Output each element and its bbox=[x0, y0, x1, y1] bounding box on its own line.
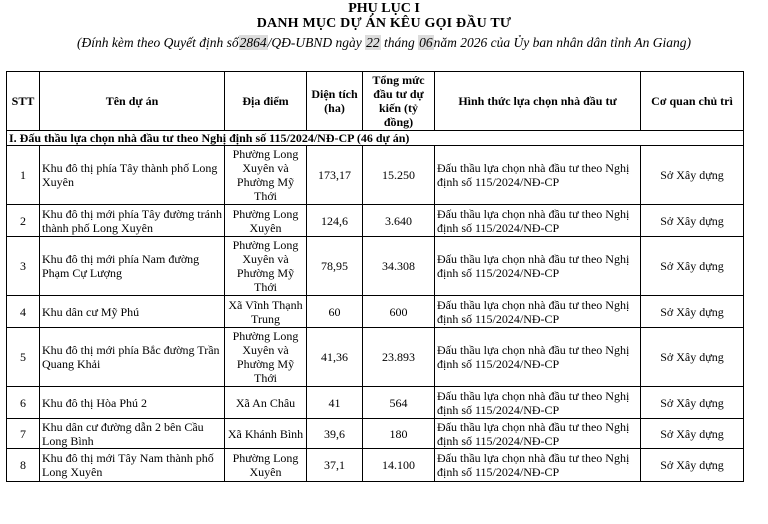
table-row bbox=[7, 146, 744, 205]
row-agency: Sở Xây dựng bbox=[641, 387, 744, 419]
row-area: 41,36 bbox=[307, 328, 363, 387]
table-row bbox=[7, 237, 744, 296]
row-method: Đấu thầu lựa chọn nhà đầu tư theo Nghị định số 115/2024/NĐ-CP bbox=[435, 387, 641, 419]
table-row bbox=[7, 328, 744, 387]
col-area: Diện tích (ha) bbox=[307, 72, 363, 131]
row-agency: Sở Xây dựng bbox=[641, 449, 744, 482]
row-method: Đấu thầu lựa chọn nhà đầu tư theo Nghị định số 115/2024/NĐ-CP bbox=[435, 419, 641, 449]
table-row bbox=[7, 419, 744, 449]
row-project-name: Khu đô thị mới Tây Nam thành phố Long Xuyên bbox=[40, 449, 225, 482]
row-project-name: Khu đô thị Hòa Phú 2 bbox=[40, 387, 225, 419]
col-stt: STT bbox=[7, 72, 40, 131]
subtitle-part-1: (Đính kèm theo Quyết định số bbox=[77, 35, 239, 50]
row-project-name: Khu dân cư Mỹ Phú bbox=[40, 296, 225, 328]
row-agency: Sở Xây dựng bbox=[641, 328, 744, 387]
row-stt: 8 bbox=[7, 449, 40, 482]
row-agency: Sở Xây dựng bbox=[641, 296, 744, 328]
project-table bbox=[6, 71, 744, 482]
table-header-row bbox=[7, 72, 744, 131]
row-agency: Sở Xây dựng bbox=[641, 237, 744, 296]
table-row bbox=[7, 449, 744, 482]
row-investment: 14.100 bbox=[363, 449, 435, 482]
row-stt: 5 bbox=[7, 328, 40, 387]
row-agency: Sở Xây dựng bbox=[641, 205, 744, 237]
row-location: Phường Long Xuyên bbox=[225, 449, 307, 482]
section-row bbox=[7, 131, 744, 146]
row-area: 37,1 bbox=[307, 449, 363, 482]
row-method: Đấu thầu lựa chọn nhà đầu tư theo Nghị định số 115/2024/NĐ-CP bbox=[435, 146, 641, 205]
col-agency: Cơ quan chủ trì bbox=[641, 72, 744, 131]
row-area: 60 bbox=[307, 296, 363, 328]
row-project-name: Khu đô thị mới phía Nam đường Phạm Cự Lượng bbox=[40, 237, 225, 296]
table-row bbox=[7, 387, 744, 419]
row-area: 41 bbox=[307, 387, 363, 419]
decision-number: 2864 bbox=[239, 35, 267, 50]
row-project-name: Khu dân cư đường dẫn 2 bên Cầu Long Bình bbox=[40, 419, 225, 449]
row-area: 78,95 bbox=[307, 237, 363, 296]
row-investment: 3.640 bbox=[363, 205, 435, 237]
row-location: Xã An Châu bbox=[225, 387, 307, 419]
row-project-name: Khu đô thị mới phía Tây đường tránh thành phố Long Xuyên bbox=[40, 205, 225, 237]
row-investment: 564 bbox=[363, 387, 435, 419]
col-method: Hình thức lựa chọn nhà đầu tư bbox=[435, 72, 641, 131]
row-location: Phường Long Xuyên bbox=[225, 205, 307, 237]
subtitle-part-2: /QĐ-UBND ngày bbox=[267, 35, 362, 50]
col-investment: Tổng mức đầu tư dự kiến (tỷ đồng) bbox=[363, 72, 435, 131]
row-method: Đấu thầu lựa chọn nhà đầu tư theo Nghị định số 115/2024/NĐ-CP bbox=[435, 205, 641, 237]
row-method: Đấu thầu lựa chọn nhà đầu tư theo Nghị định số 115/2024/NĐ-CP bbox=[435, 237, 641, 296]
row-stt: 3 bbox=[7, 237, 40, 296]
decision-month: 06 bbox=[419, 35, 433, 50]
row-investment: 34.308 bbox=[363, 237, 435, 296]
table-row bbox=[7, 296, 744, 328]
row-stt: 4 bbox=[7, 296, 40, 328]
appendix-label: PHỤ LỤC I bbox=[348, 1, 420, 16]
subtitle-part-3: tháng bbox=[383, 35, 415, 50]
row-stt: 6 bbox=[7, 387, 40, 419]
col-project-name: Tên dự án bbox=[40, 72, 225, 131]
table-row bbox=[7, 205, 744, 237]
row-project-name: Khu đô thị phía Tây thành phố Long Xuyên bbox=[40, 146, 225, 205]
row-method: Đấu thầu lựa chọn nhà đầu tư theo Nghị định số 115/2024/NĐ-CP bbox=[435, 296, 641, 328]
col-location: Địa điểm bbox=[225, 72, 307, 131]
row-location: Phường Long Xuyên và Phường Mỹ Thới bbox=[225, 237, 307, 296]
row-area: 39,6 bbox=[307, 419, 363, 449]
row-location: Phường Long Xuyên và Phường Mỹ Thới bbox=[225, 146, 307, 205]
row-stt: 1 bbox=[7, 146, 40, 205]
section-title: I. Đấu thầu lựa chọn nhà đầu tư theo Nghị định số 115/2024/NĐ-CP (46 dự án) bbox=[7, 131, 744, 146]
document-title: DANH MỤC DỰ ÁN KÊU GỌI ĐẦU TƯ bbox=[256, 16, 512, 31]
row-investment: 600 bbox=[363, 296, 435, 328]
document-subtitle bbox=[0, 35, 768, 51]
row-area: 124,6 bbox=[307, 205, 363, 237]
subtitle-part-4: năm 2026 của Ủy ban nhân dân tỉnh An Giang) bbox=[433, 35, 691, 50]
row-stt: 7 bbox=[7, 419, 40, 449]
row-location: Phường Long Xuyên và Phường Mỹ Thới bbox=[225, 328, 307, 387]
row-investment: 15.250 bbox=[363, 146, 435, 205]
row-method: Đấu thầu lựa chọn nhà đầu tư theo Nghị định số 115/2024/NĐ-CP bbox=[435, 449, 641, 482]
decision-day: 22 bbox=[366, 35, 380, 50]
row-location: Xã Vĩnh Thạnh Trung bbox=[225, 296, 307, 328]
row-agency: Sở Xây dựng bbox=[641, 146, 744, 205]
row-investment: 180 bbox=[363, 419, 435, 449]
row-project-name: Khu đô thị mới phía Bắc đường Trần Quang Khải bbox=[40, 328, 225, 387]
row-location: Xã Khánh Bình bbox=[225, 419, 307, 449]
row-stt: 2 bbox=[7, 205, 40, 237]
row-area: 173,17 bbox=[307, 146, 363, 205]
row-agency: Sở Xây dựng bbox=[641, 419, 744, 449]
row-method: Đấu thầu lựa chọn nhà đầu tư theo Nghị định số 115/2024/NĐ-CP bbox=[435, 328, 641, 387]
row-investment: 23.893 bbox=[363, 328, 435, 387]
